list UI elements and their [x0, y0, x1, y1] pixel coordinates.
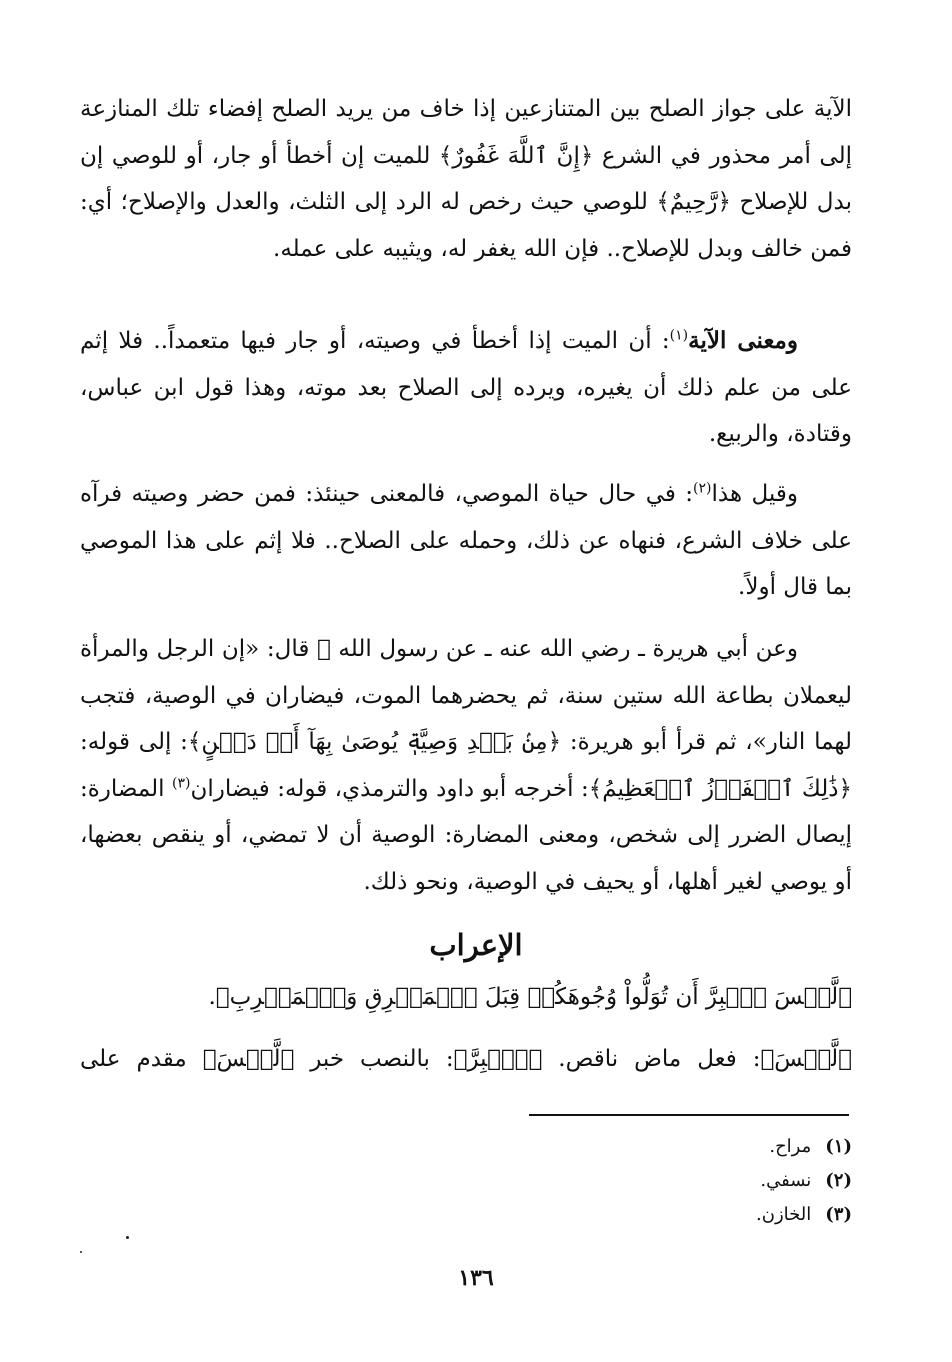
footnote-number: (١) — [825, 1136, 852, 1157]
scan-speck — [80, 1251, 82, 1253]
irab-line: ﴿لَّيۡسَ﴾: فعل ماض ناقص. ﴿ٱلۡبِرَّ﴾: بالنصب خبر ﴿لَّيۡسَ﴾ مقدم على — [80, 1046, 852, 1072]
section-heading: الإعراب — [429, 928, 523, 962]
page-number: ١٣٦ — [458, 1265, 494, 1291]
paragraph-2-lead: ومعنى الآية — [688, 327, 798, 354]
footnote-divider — [529, 1114, 849, 1116]
paragraph-3-lead: وقيل هذا — [711, 481, 798, 507]
paragraph-2-body: : أن الميت إذا أخطأ في وصيته، أو جار فيها متعمداً.. فلا إثم على من علم ذلك أن يغيره، ويرده إلى الصلاح بعد موته، وهذا قول ابن عباس، وقتادة، والربيع. — [80, 328, 852, 447]
verse-line: ﴿لَّيۡسَ ٱلۡبِرَّ أَن تُوَلُّواْ وُجُوهَكُمۡ قِبَلَ ٱلۡمَشۡرِقِ وَٱلۡمَغۡرِبِ﴾. — [208, 984, 852, 1010]
footnote-text: نسفي. — [760, 1170, 812, 1191]
paragraph-4 — [80, 626, 852, 905]
footnote-number: (٣) — [825, 1204, 852, 1225]
footnote-text: الخازن. — [756, 1204, 812, 1225]
footnote-number: (٢) — [825, 1170, 852, 1191]
paragraph-2 — [80, 318, 852, 458]
scan-speck — [126, 1236, 129, 1239]
paragraph-4-part-b: المضارة: إيصال الضرر إلى شخص، ومعنى المضارة: الوصية أن لا تمضي، أو ينقص بعضها، أو يوصي لغير أهلها، أو يحيف في الوصية، ونحو ذلك. — [80, 775, 852, 895]
footnote-ref-1: (١) — [669, 327, 689, 344]
footnote-1 — [769, 1134, 852, 1160]
footnote-ref-2: (٢) — [693, 480, 712, 497]
footnote-2 — [760, 1168, 852, 1194]
paragraph-4-part-a: وعن أبي هريرة ـ رضي الله عنه ـ عن رسول الله ﷺ قال: «إن الرجل والمرأة ليعملان بطاعة الله ستين سنة، ثم يحضرهما الموت، فيضاران في الوصية، فتجب لهما النار»، ثم قرأ أبو هريرة: ﴿مِنۢ بَعۡدِ وَصِيَّةٖ يُوصَىٰ بِهَآ أَوۡ دَيۡنٍ﴾: إلى قوله: ﴿ذَٰلِكَ ٱلۡفَوۡزُ ٱلۡعَظِيمُ﴾: أخرجه أبو داود والترمذي، قوله: فيضاران — [80, 636, 852, 802]
paragraph-1-text: الآية على جواز الصلح بين المتنازعين إذا خاف من يريد الصلح إفضاء تلك المنازعة إلى أمر محذور في الشرع ﴿إِنَّ ٱللَّهَ غَفُورٌ﴾ للميت إن أخطأ أو جار، أو للوصي إن بدل للإصلاح ﴿رَّحِيمٌ﴾ للوصي حيث رخص له الرد إلى الثلث، والعدل والإصلاح؛ أي: فمن خالف وبدل للإصلاح.. فإن الله يغفر له، ويثيبه على عمله. — [80, 96, 852, 262]
paragraph-3-body: : في حال حياة الموصي، فالمعنى حينئذ: فمن حضر وصيته فرآه على خلاف الشرع، فنهاه عن ذلك، وحمله على الصلاح.. فلا إثم على هذا الموصي بما قال أولاً. — [80, 481, 852, 600]
footnote-text: مراح. — [769, 1136, 812, 1157]
footnote-3 — [756, 1202, 852, 1228]
paragraph-1 — [80, 86, 852, 272]
footnote-ref-3: (٣) — [172, 774, 191, 791]
paragraph-3 — [80, 471, 852, 611]
